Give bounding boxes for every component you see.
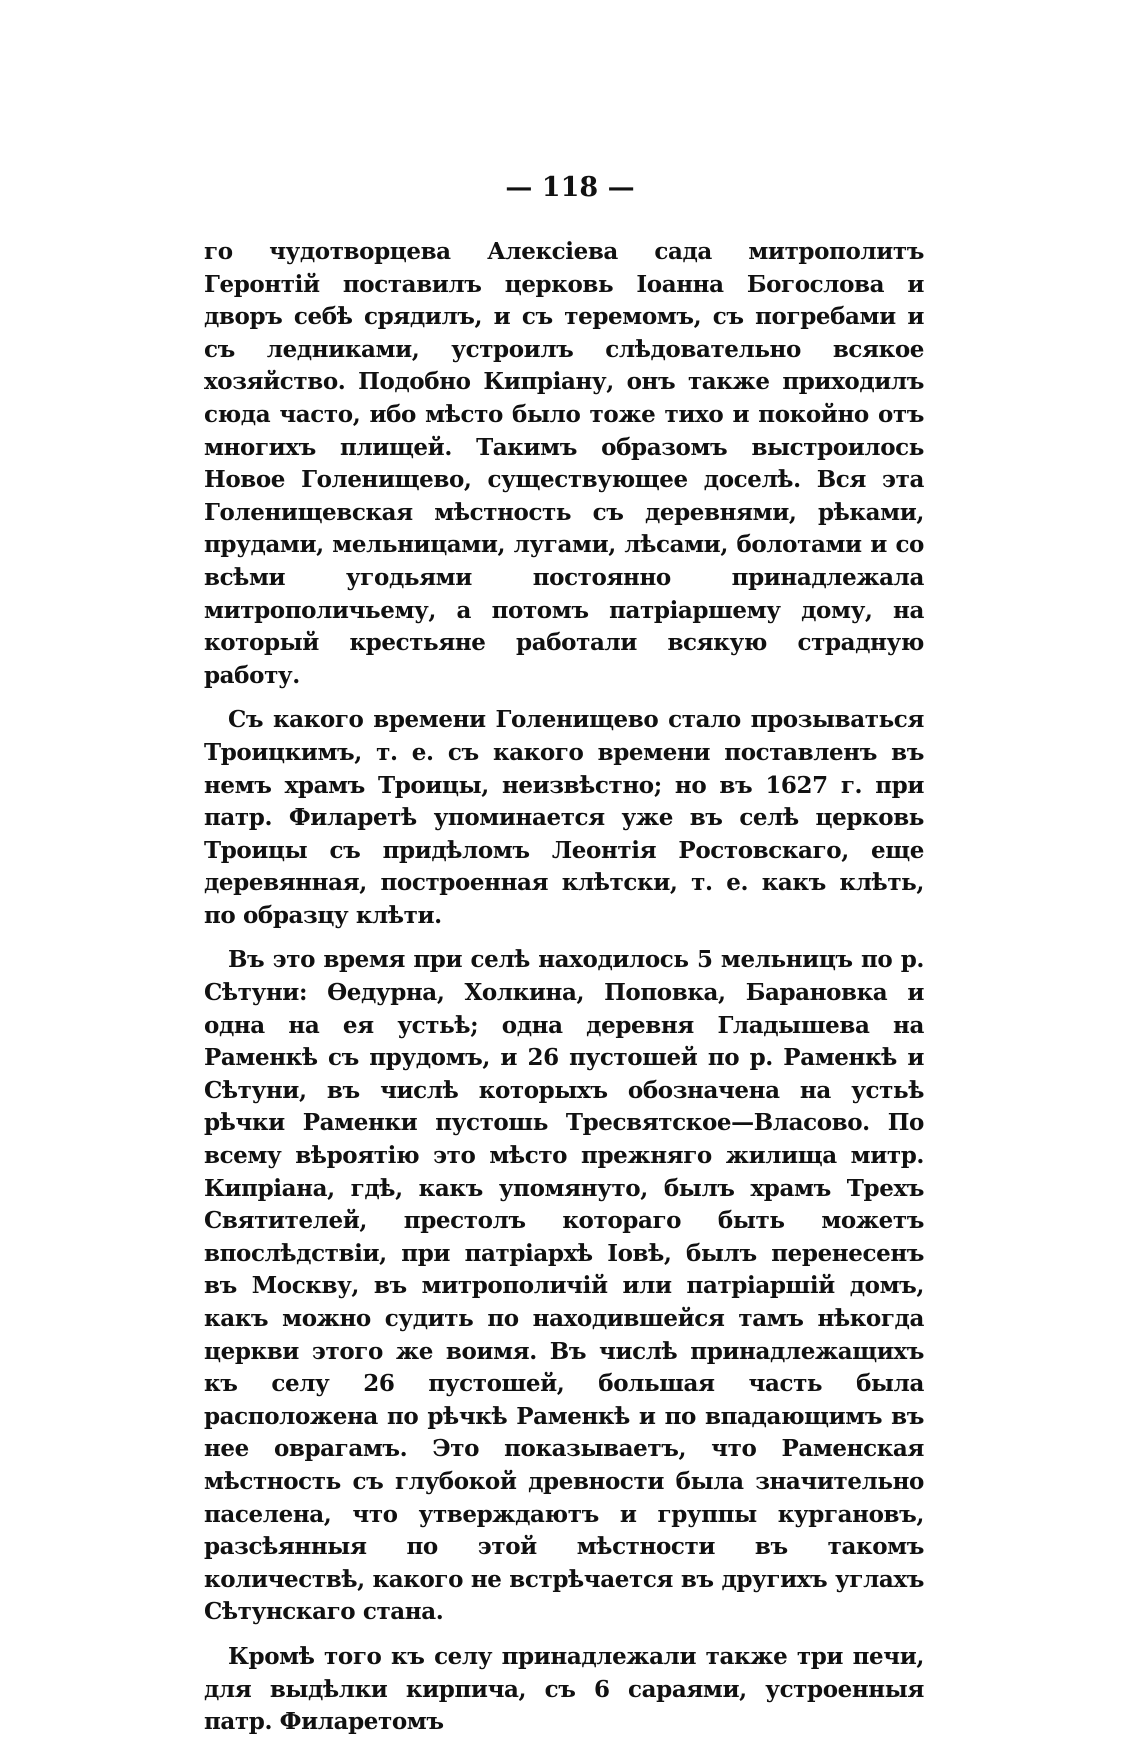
paragraph-4: Кромѣ того къ селу принадлежали также три печи, для выдѣлки кирпича, съ 6 сараями, устроенныя патр. Филаретомъ bbox=[204, 1642, 924, 1736]
body-text bbox=[204, 236, 924, 1751]
page-number: — 118 — bbox=[505, 172, 635, 203]
paragraph-3: Въ это время при селѣ находилось 5 мельницъ по р. Сѣтуни: Ѳедурна, Холкина, Поповка, Барановка и одна на ея устьѣ; одна деревня Гладышева на Раменкѣ съ прудомъ, и 26 пустошей по р. Раменкѣ и Сѣтуни, въ числѣ которыхъ обозначена на устьѣ рѣчки Раменки пустошь Тресвятское—Власово. По всему вѣроятію это мѣсто прежняго жилища митр. Кипріана, гдѣ, какъ упомянуто, былъ храмъ Трехъ Святителей, престолъ котораго быть можетъ впослѣдствіи, при патріархѣ Іовѣ, былъ перенесенъ въ Москву, въ митрополичій или патріаршій домъ, какъ можно судить по находившейся тамъ нѣкогда церкви этого же воимя. Въ числѣ принадлежащихъ къ селу 26 пустошей, большая часть была расположена по рѣчкѣ Раменкѣ и по впадающимъ въ нее оврагамъ. Это показываетъ, что Раменская мѣстность съ глубокой древности была значительно паселена, что утверждаютъ и группы кургановъ, разсѣянныя по этой мѣстности въ такомъ количествѣ, какого не встрѣчается въ другихъ углахъ Сѣтунскаго стана. bbox=[204, 946, 924, 1626]
paragraph-2: Съ какого времени Голенищево стало прозываться Троицкимъ, т. е. съ какого времени поставленъ въ немъ храмъ Троицы, неизвѣстно; но въ 1627 г. при патр. Филаретѣ упоминается уже въ селѣ церковь Троицы съ придѣломъ Леонтія Ростовскаго, еще деревянная, построенная клѣтски, т. е. какъ клѣть, по образцу клѣти. bbox=[204, 706, 924, 929]
paragraph-1: го чудотворцева Алексіева сада митрополитъ Геронтій поставилъ церковь Іоанна Богослова и дворъ себѣ срядилъ, и съ теремомъ, съ погребами и съ ледниками, устроилъ слѣдовательно всякое хозяйство. Подобно Кипріану, онъ также приходилъ сюда часто, ибо мѣсто было тоже тихо и покойно отъ многихъ плищей. Такимъ образомъ выстроилось Новое Голенищево, существующее доселѣ. Вся эта Голенищевская мѣстность съ деревнями, рѣками, прудами, мельницами, лугами, лѣсами, болотами и со всѣми угодьями постоянно принадлежала митрополичьему, а потомъ патріаршему дому, на который крестьяне работали всякую страдную работу. bbox=[204, 238, 924, 689]
